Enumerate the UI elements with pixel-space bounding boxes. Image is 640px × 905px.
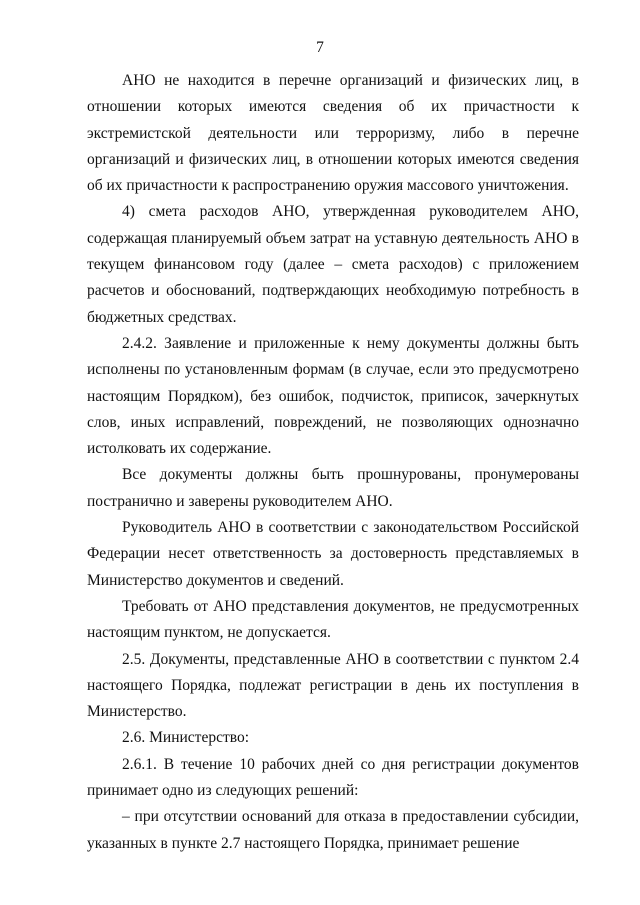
paragraph-2-6: 2.6. Министерство: <box>122 729 249 747</box>
document-body <box>87 68 579 857</box>
paragraph-documents-bound: Все документы должны быть прошнурованы, пронумерованы постранично и заверены руководителем АНО. <box>87 466 579 510</box>
paragraph-head-responsibility: Руководитель АНО в соответствии с законодательством Российской Федерации несет ответственность за достоверность представляемых в Министерство документов и сведений. <box>87 519 579 589</box>
paragraph-no-refusal-grounds: – при отсутствии оснований для отказа в предоставлении субсидии, указанных в пункте 2.7 настоящего Порядка, принимает решение <box>87 808 579 852</box>
page-number: 7 <box>316 39 324 56</box>
paragraph-2-4-2: 2.4.2. Заявление и приложенные к нему документы должны быть исполнены по установленным формам (в случае, если это предусмотрено настоящим Порядком), без ошибок, подчисток, приписок, зачеркнутых слов, иных исправлений, повреждений, не позволяющих однозначно истолковать их содержание. <box>87 334 579 458</box>
paragraph-2-6-1: 2.6.1. В течение 10 рабочих дней со дня регистрации документов принимает одно из следующих решений: <box>87 755 579 800</box>
paragraph-expense-estimate: 4) смета расходов АНО, утвержденная руководителем АНО, содержащая планируемый объем затрат на уставную деятельность АНО в текущем финансовом году (далее – смета расходов) с приложением расчетов и обоснований, подтверждающих необходимую потребность в бюджетных средствах. <box>87 203 579 326</box>
paragraph-2-5: 2.5. Документы, представленные АНО в соответствии с пунктом 2.4 настоящего Порядка, подлежат регистрации в день их поступления в Министерство. <box>87 650 579 721</box>
paragraph-no-extra-documents: Требовать от АНО представления документов, не предусмотренных настоящим пунктом, не допускается. <box>87 597 579 642</box>
paragraph-ano-not-in-list: АНО не находится в перечне организаций и физических лиц, в отношении которых имеются сведения об их причастности к экстремистской деятельности или терроризму, либо в перечне организаций и физических лиц, в отношении которых имеются сведения об их причастности к распространению оружия массового уничтожения. <box>87 72 579 195</box>
